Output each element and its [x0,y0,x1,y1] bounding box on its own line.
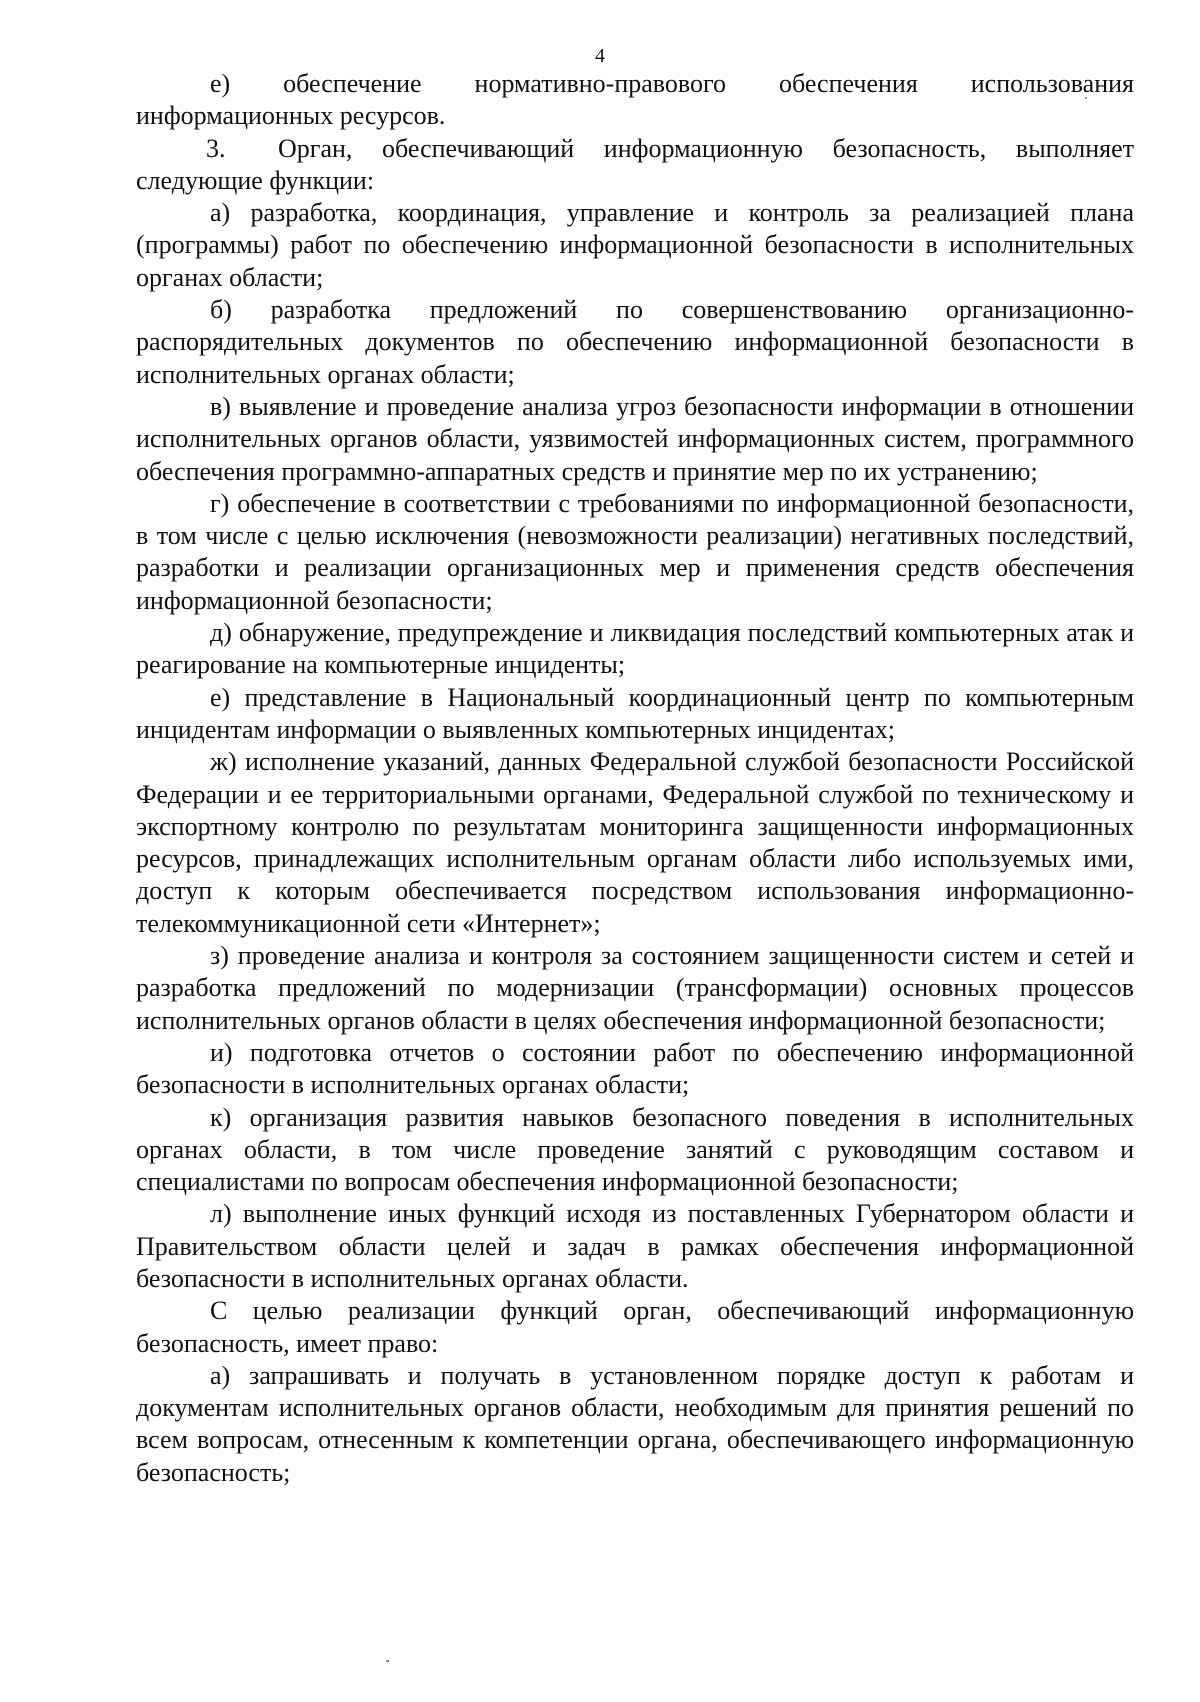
paragraph-function-a: а) разработка, координация, управление и контроль за реализацией плана (программы) работ по обеспечению информационной безопасности в исполнительных органах области; [136,198,1134,292]
section-number: 3. [206,133,226,163]
document-body [136,68,1134,1489]
paragraph-function-i: и) подготовка отчетов о состоянии работ по обеспечению информационной безопасности в исполнительных органах области; [136,1037,1134,1100]
section-3-text: Орган, обеспечивающий информационную безопасность, выполняет следующие функции: [136,133,1134,195]
paragraph-rights-intro: С целью реализации функций орган, обеспечивающий информационную безопасность, имеет право: [136,1296,1134,1358]
paragraph-function-d: д) обнаружение, предупреждение и ликвидация последствий компьютерных атак и реагирование на компьютерные инциденты; [136,618,1134,680]
paragraph-function-b: б) разработка предложений по совершенствованию организационно-распорядительных документов по обеспечению информационной безопасности в исполнительных органах области; [136,295,1134,389]
paragraph-function-v: в) выявление и проведение анализа угроз безопасности информации в отношении исполнительных органов области, уязвимостей информационных систем, программного обеспечения программно-аппаратных средств и принятие мер по их устранению; [136,391,1134,486]
paragraph-function-g: г) обеспечение в соответствии с требованиями по информационной безопасности, в том числе с целью исключения (невозможности реализации) негативных последствий, разработки и реализации организационных мер и применения средств обеспечения информационной безопасности; [136,488,1134,615]
paragraph-section-3 [136,133,1134,198]
page-number: 4 [595,45,605,67]
paragraph-function-k: к) организация развития навыков безопасного поведения в исполнительных органах области, в том числе проведение занятий с руководящим составом и специалистами по вопросам обеспечения информационной безопасности; [136,1102,1134,1197]
paragraph-right-a: а) запрашивать и получать в установленном порядке доступ к работам и документам исполнительных органов области, необходимым для принятия решений по всем вопросам, отнесенным к компетенции органа, обеспечивающего информационную безопасность; [136,1360,1134,1487]
paragraph-item-e-normative: е) обеспечение нормативно-правового обеспечения использования информационных ресурсов. [136,69,1134,131]
paragraph-function-e: е) представление в Национальный координационный центр по компьютерным инцидентам информации о выявленных компьютерных инцидентах; [136,682,1134,744]
paragraph-function-l: л) выполнение иных функций исходя из поставленных Губернатором области и Правительством области целей и задач в рамках обеспечения информационной безопасности в исполнительных органах области. [136,1199,1134,1293]
scan-speck-bottom [386,1660,389,1662]
paragraph-function-zh: ж) исполнение указаний, данных Федеральной службой безопасности Российской Федерации и ее территориальными органами, Федеральной службой по техническому и экспортному контролю по результатам мониторинга защищенности информационных ресурсов, принадлежащих исполнительным органам области либо используемых ими, доступ к которым обеспечивается посредством использования информационно-телекоммуникационной сети «Интернет»; [136,747,1134,938]
paragraph-function-z: з) проведение анализа и контроля за состоянием защищенности систем и сетей и разработка предложений по модернизации (трансформации) основных процессов исполнительных органов области в целях обеспечения информационной безопасности; [136,941,1134,1035]
